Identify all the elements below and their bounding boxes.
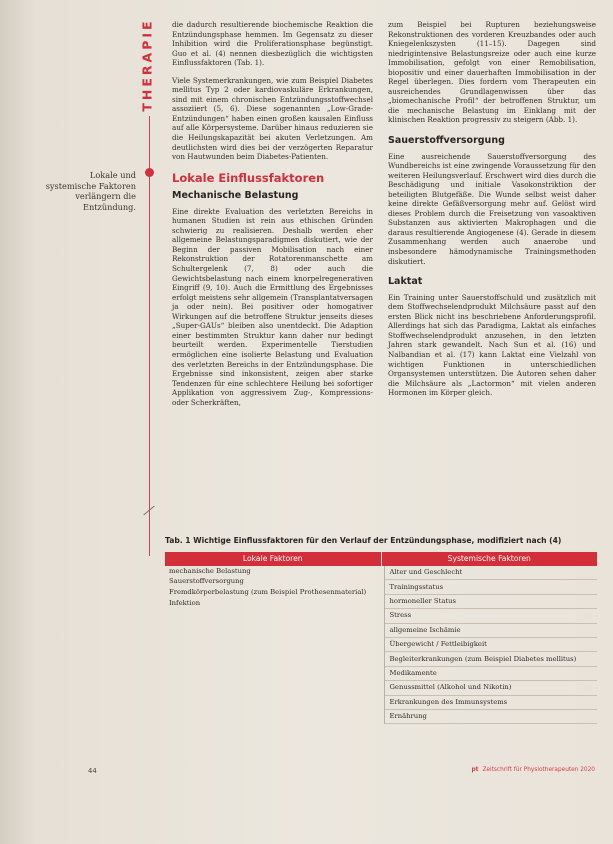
table-cell: Fremdkörperbelastung (zum Beispiel Prothesenmaterial) xyxy=(169,588,367,597)
table-cell: Genussmittel (Alkohol und Nikotin) xyxy=(385,681,598,695)
column-left xyxy=(172,20,373,407)
factors-table xyxy=(165,552,597,724)
table-header-row xyxy=(165,552,597,566)
journal-logo: pt xyxy=(471,767,479,773)
paragraph: Viele Systemerkrankungen, wie zum Beispiel Diabetes mellitus Typ 2 oder kardiovaskuläre Erkrankungen, sind mit einem chronischen Entzündungsstoffwechsel assoziiert (5, 6). Diese sogenannten „Low-Grade-Entzündungen“ haben einen großen kausalen Einfluss auf alle Körpersysteme. Darüber hinaus reduzieren sie die Heilungskapazität bei akuten Verletzungen. Am deutlichsten wird dies bei der verzögerten Reparatur von Hautwunden beim Diabetes-Patienten. xyxy=(172,75,373,162)
subsection-heading: Mechanische Belastung xyxy=(172,190,299,202)
table-cell: allgemeine Ischämie xyxy=(385,624,598,638)
table-body xyxy=(165,566,597,724)
table-cell: Infektion xyxy=(169,598,201,607)
table-header-local: Lokale Faktoren xyxy=(165,552,382,566)
journal-year: 2020 xyxy=(580,767,595,773)
margin-note: Lokale und systemische Faktoren verlängern die Entzündung. xyxy=(45,170,136,212)
table-cell: Alter und Geschlecht xyxy=(385,566,598,580)
column-right xyxy=(388,20,596,398)
paragraph: Ein Training unter Sauerstoffschuld und zusätzlich mit dem Stoffwechselendprodukt Milchsäure passt auf den ersten Blick nicht ins beschriebene Anforderungsprofil. Allerdings hat sich das Paradigma, Laktat als einfaches Stoffwechselendprodukt anzusehen, in den letzten Jahren stark gewandelt. Nach Sun et al. (16) und Nalbandian et al. (17) kann Laktat eine Vielzahl von wichtigen Funktionen in unterschiedlichen Organsystemen unterstützen. Die Autoren sehen daher die Milchsäure als „Lactormon“ mit vielen anderen Hormonen im Körper gleich. xyxy=(388,292,596,398)
table-column-local xyxy=(165,566,384,724)
paragraph: die dadurch resultierende biochemische Reaktion die Entzündungsphase hemmen. Im Gegensatz zu dieser Inhibition wird die Proliferationsphase begünstigt. Guo et al. (4) nennen diesbezüglich die wichtigsten Einflussfaktoren (Tab. 1). xyxy=(172,20,373,68)
table-cell: Medikamente xyxy=(385,667,598,681)
table-cell: Übergewicht / Fettleibigkeit xyxy=(385,638,598,652)
table-cell: Stress xyxy=(385,609,598,623)
margin-rule xyxy=(149,116,150,556)
table-cell: Ernährung xyxy=(385,710,598,724)
paragraph: Eine ausreichende Sauerstoffversorgung des Wundbereichs ist eine zwingende Voraussetzung für den weiteren Heilungsverlauf. Erschwert wird dies durch die Beschädigung und initiale Vasokonstriktion der beteiligten Blutgefäße. Die Wunde selbst weist daher keine direkte Gefäßversorgung mehr auf. Gelöst wird dieses Problem durch die Freisetzung von vasoaktiven Substanzen aus aktivierten Makrophagen und die daraus resultierende Angiogenese (4). Gerade in diesem Zusammenhang werden auch anaerobe und insbesondere hämodynamische Trainingsmethoden diskutiert. xyxy=(388,151,596,266)
table-header-systemic: Systemische Faktoren xyxy=(447,554,531,563)
journal-footer xyxy=(472,767,595,773)
page-number: 44 xyxy=(88,767,97,775)
subsection-heading: Laktat xyxy=(388,276,423,288)
margin-bullet xyxy=(145,168,154,177)
paragraph: Eine direkte Evaluation des verletzten Bereichs in humanen Studien ist rein aus ethischen Gründen schwierig zu realisieren. Deshalb werden eher allgemeine Belastungsparadigmen diskutiert, wie der Beginn der passiven Mobilisation nach einer Rekonstruktion der Rotatorenmanschette am Schultergelenk (7, 8) oder auch die Gewichtsbelastung nach einem knorpelregenerativen Eingriff (9, 10). Auch die Ermittlung des Ergebnisses erfolgt meistens sehr allgemein (Transplantatversagen ja oder nein). Bei positiver oder homogativer Wirkungen auf die betroffene Struktur jenseits dieses „Super-GAUs“ bleiben also unentdeckt. Die Adaption einer bestimmten Struktur kann daher nur bedingt beurteilt werden. Experimentelle Tierstudien ermöglichen eine isolierte Belastung und Evaluation des verletzten Bereichs in der Entzündungsphase. Die Ergebnisse sind inkonsistent, zeigen aber starke Tendenzen für eine schlechtere Heilung bei sofortiger Applikation von aggressivem Zug-, Kompressions- oder Scherkräften, xyxy=(172,206,373,407)
table-column-systemic xyxy=(384,566,598,724)
table-cell: Begleiterkrankungen (zum Beispiel Diabetes mellitus) xyxy=(385,652,598,666)
table-cell: Sauerstoffversorgung xyxy=(169,577,244,586)
table-cell: Erkrankungen des Immunsystems xyxy=(385,696,598,710)
section-tab-label: THERAPIE xyxy=(139,18,155,112)
table-cell: Trainingsstatus xyxy=(385,580,598,594)
section-heading: Lokale Einflussfaktoren xyxy=(172,170,325,185)
subsection-heading: Sauerstoffversorgung xyxy=(388,135,505,147)
table-caption: Tab. 1 Wichtige Einflussfaktoren für den Verlauf der Entzündungsphase, modifiziert nach (4) xyxy=(165,536,562,545)
table-cell: mechanische Belastung xyxy=(169,566,251,575)
table-cell: hormoneller Status xyxy=(385,595,598,609)
section-tab xyxy=(136,20,158,110)
journal-name: Zeitschrift für Physiotherapeuten xyxy=(482,767,579,773)
paragraph: zum Beispiel bei Rupturen beziehungsweise Rekonstruktionen des vorderen Kreuzbandes oder auch Kniegelenkszysten (11–15). Dagegen sind niedrigintensive Belastungsreize oder auch eine kurze Immobilisation, gefolgt von einer Remobilisation, biopositiv und einer dauerhaften Immobilisation in der Regel überlegen. Dies fordern vom Therapeuten ein ausreichendes Grundlagenwissen über das „biomechanische Profil“ der betroffenen Struktur, um die mechanische Belastung im Einklang mit der klinischen Reaktion progressiv zu steigern (Abb. 1). xyxy=(388,20,596,125)
